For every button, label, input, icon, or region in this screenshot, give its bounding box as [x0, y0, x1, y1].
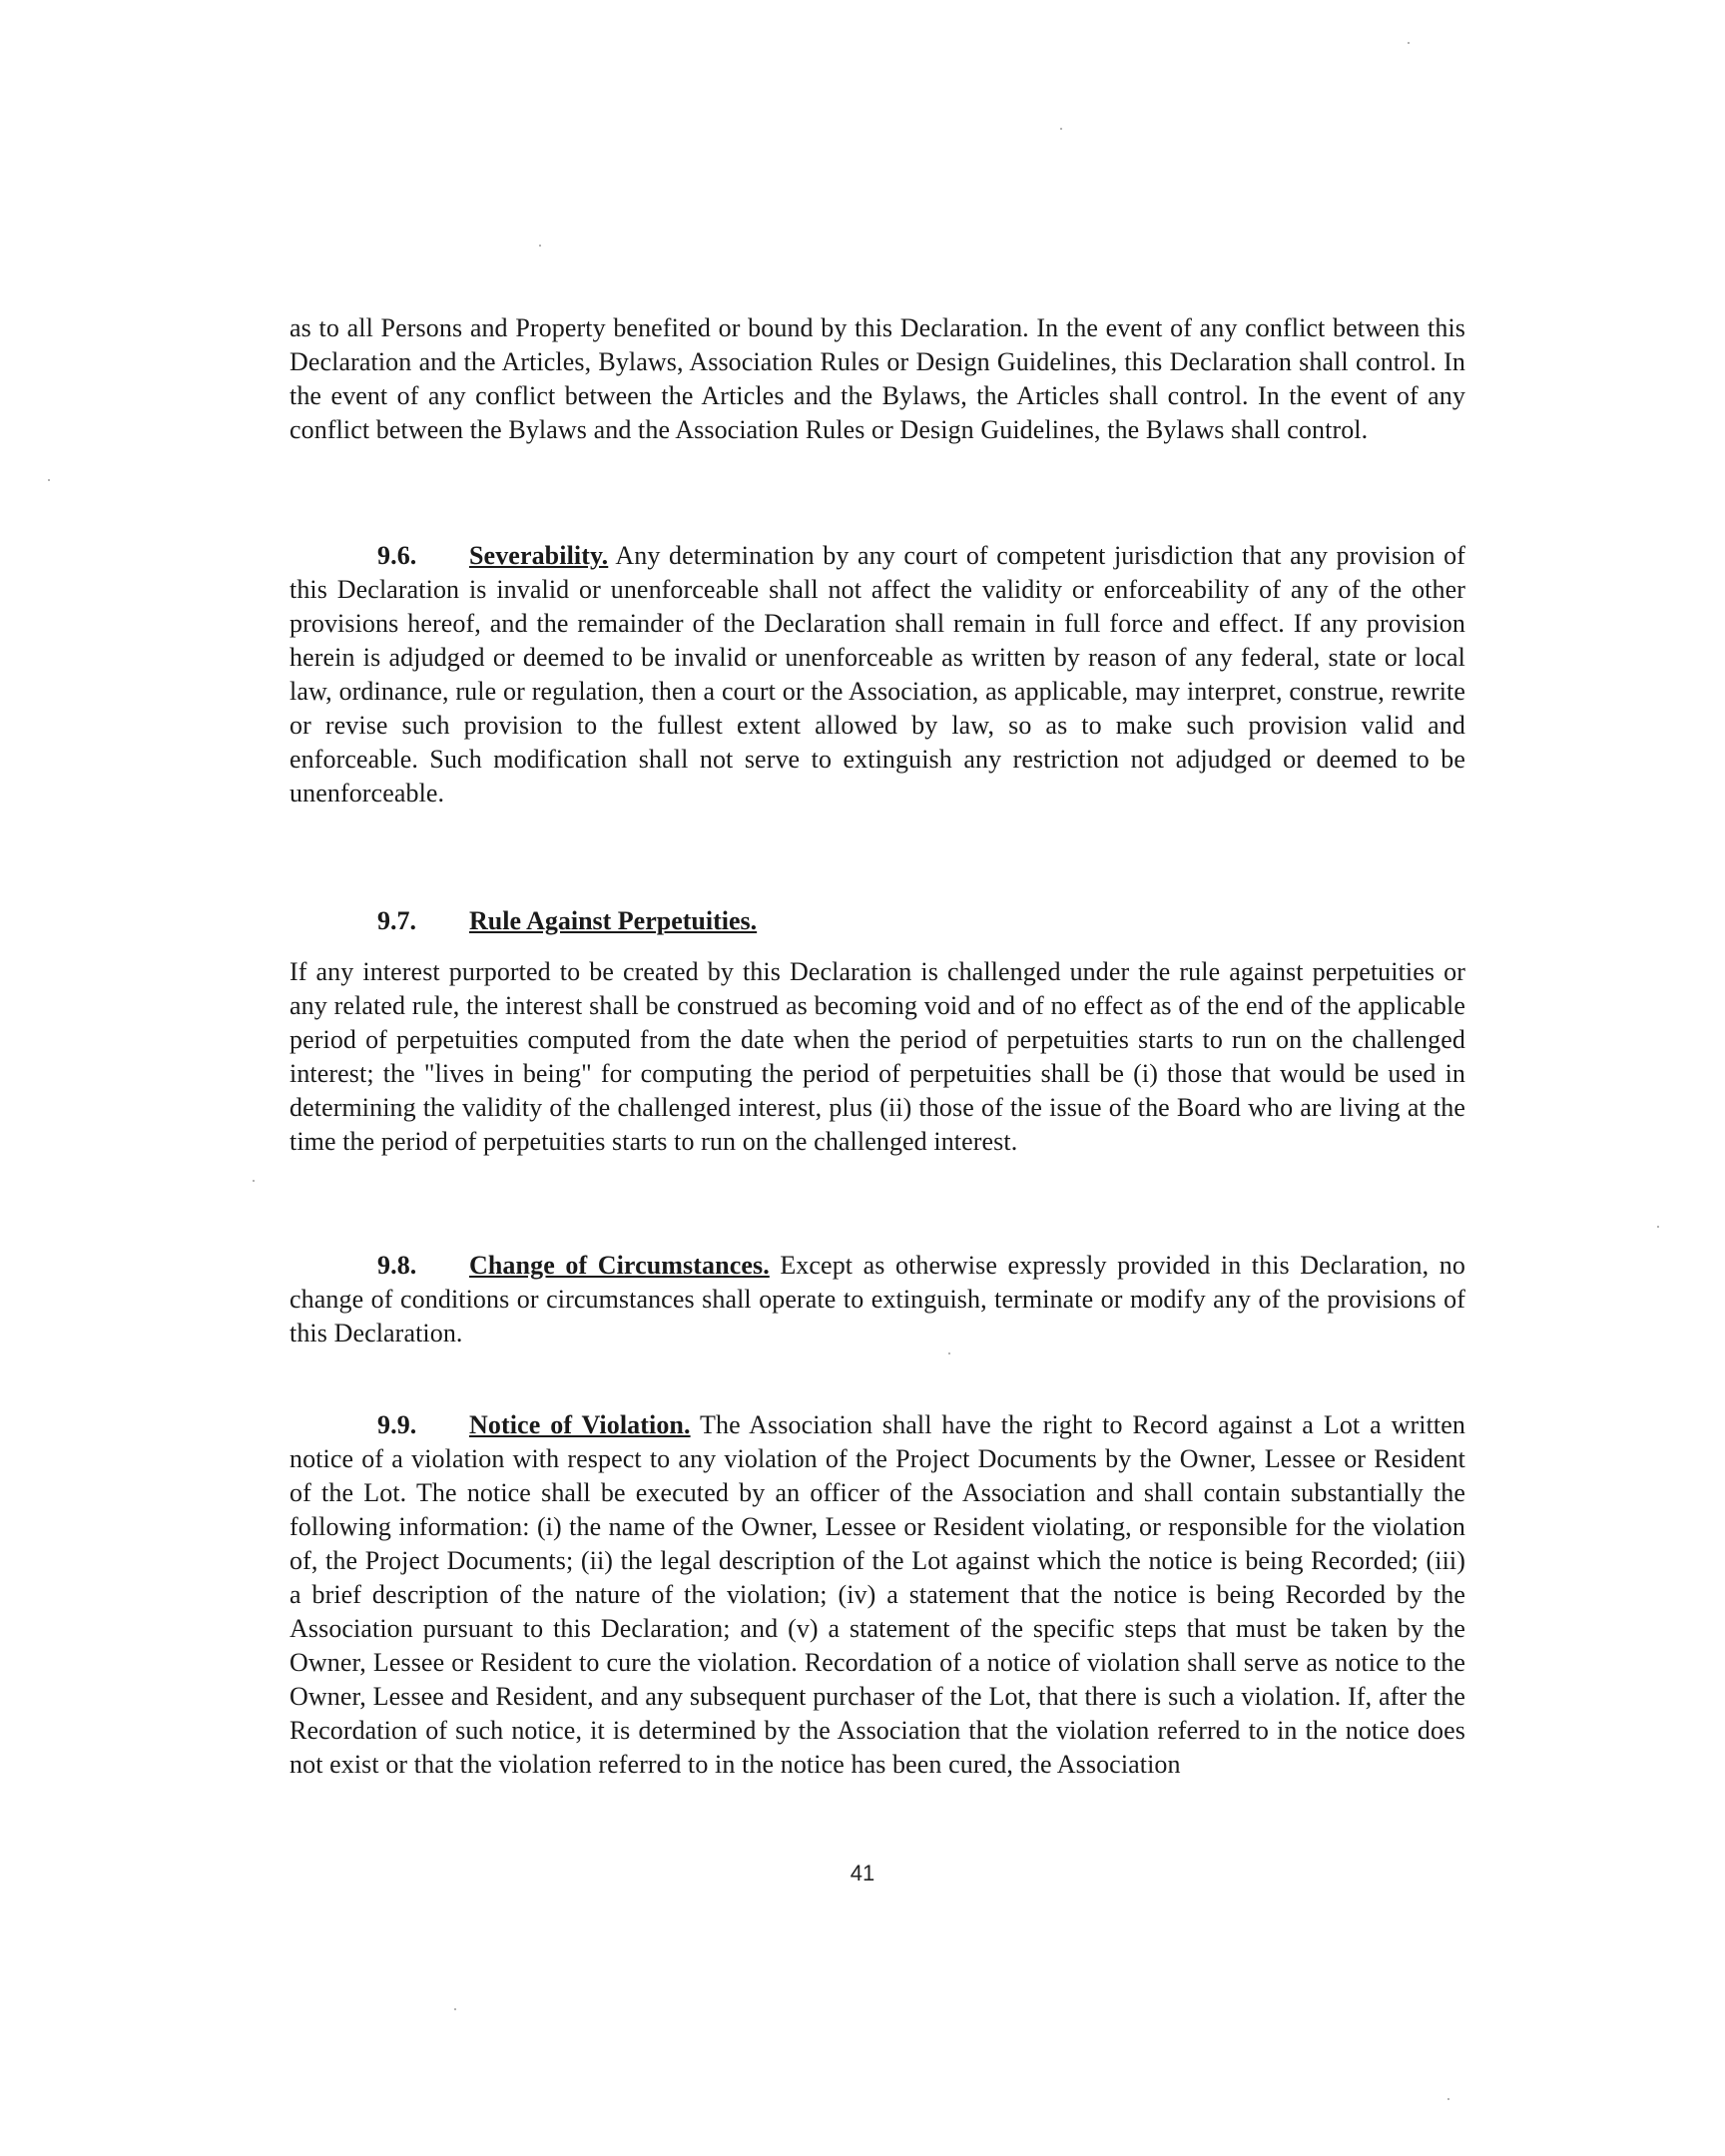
scan-speck [454, 2008, 456, 2010]
section-number: 9.8. [377, 1251, 417, 1280]
section-body: Except as otherwise expressly provided in this Declaration, no change of conditions or circumstances shall operate to extinguish, terminate or modify any of the provisions of this Declaration. [289, 1251, 1465, 1348]
scan-speck [253, 1180, 255, 1182]
section-title: Notice of Violation. [469, 1410, 691, 1439]
scan-speck [539, 245, 541, 247]
page-number: 41 [850, 1861, 875, 1886]
scan-speck [1657, 1226, 1659, 1228]
section-9-7-body [289, 955, 1465, 1159]
scan-speck [1408, 42, 1410, 44]
section-body: If any interest purported to be created by this Declaration is challenged under the rule against perpetuities or any related rule, the interest shall be construed as becoming void and of no effect as of the end of the applicable period of perpetuities computed from the date when the period of perpetuities starts to run on the challenged interest; the "lives in being" for computing the period of perpetuities shall be (i) those that would be used in determining the validity of the challenged interest, plus (ii) those of the issue of the Board who are living at the time the period of perpetuities starts to run on the challenged interest. [289, 957, 1465, 1156]
section-number: 9.7. [377, 906, 416, 935]
section-body: The Association shall have the right to Record against a Lot a written notice of a violation with respect to any violation of the Project Documents by the Owner, Lessee or Resident of the Lot. The notice shall be executed by an officer of the Association and shall contain substantially the following information: (i) the name of the Owner, Lessee or Resident violating, or responsible for the violation of, the Project Documents; (ii) the legal description of the Lot against which the notice is being Recorded; (iii) a brief description of the nature of the violation; (iv) a statement that the notice is being Recorded by the Association pursuant to this Declaration; and (v) a statement of the specific steps that must be taken by the Owner, Lessee or Resident to cure the violation. Recordation of a notice of violation shall serve as notice to the Owner, Lessee and Resident, and any subsequent purchaser of the Lot, that there is such a violation. If, after the Recordation of such notice, it is determined by the Association that the violation referred to in the notice does not exist or that the violation referred to in the notice has been cured, the Association [289, 1410, 1465, 1779]
scan-speck [48, 479, 50, 481]
section-title: Change of Circumstances. [469, 1251, 770, 1280]
section-title: Rule Against Perpetuities. [469, 906, 758, 935]
section-9-7-heading [377, 904, 757, 938]
section-9-6 [289, 539, 1465, 810]
scan-speck [948, 1352, 950, 1354]
continuation-text: as to all Persons and Property benefited or bound by this Declaration. In the event of any conflict between this Declaration and the Articles, Bylaws, Association Rules or Design Guidelines, this Declaration shall control. In the event of any conflict between the Articles and the Bylaws, the Articles shall control. In the event of any conflict between the Bylaws and the Association Rules or Design Guidelines, the Bylaws shall control. [289, 313, 1465, 444]
continuation-paragraph [289, 311, 1465, 447]
scan-speck [1447, 2098, 1449, 2100]
section-number: 9.9. [377, 1410, 417, 1439]
section-title: Severability. [469, 541, 609, 570]
scan-speck [1060, 128, 1062, 130]
section-number: 9.6. [377, 541, 417, 570]
section-9-9 [289, 1408, 1465, 1782]
section-body: Any determination by any court of competent jurisdiction that any provision of this Declaration is invalid or unenforceable shall not affect the validity or enforceability of any of the other provisions hereof, and the remainder of the Declaration shall remain in full force and effect. If any provision herein is adjudged or deemed to be invalid or unenforceable as written by reason of any federal, state or local law, ordinance, rule or regulation, then a court or the Association, as applicable, may interpret, construe, rewrite or revise such provision to the fullest extent allowed by law, so as to make such provision valid and enforceable. Such modification shall not serve to extinguish any restriction not adjudged or deemed to be unenforceable. [289, 541, 1466, 808]
section-9-8 [289, 1249, 1465, 1350]
